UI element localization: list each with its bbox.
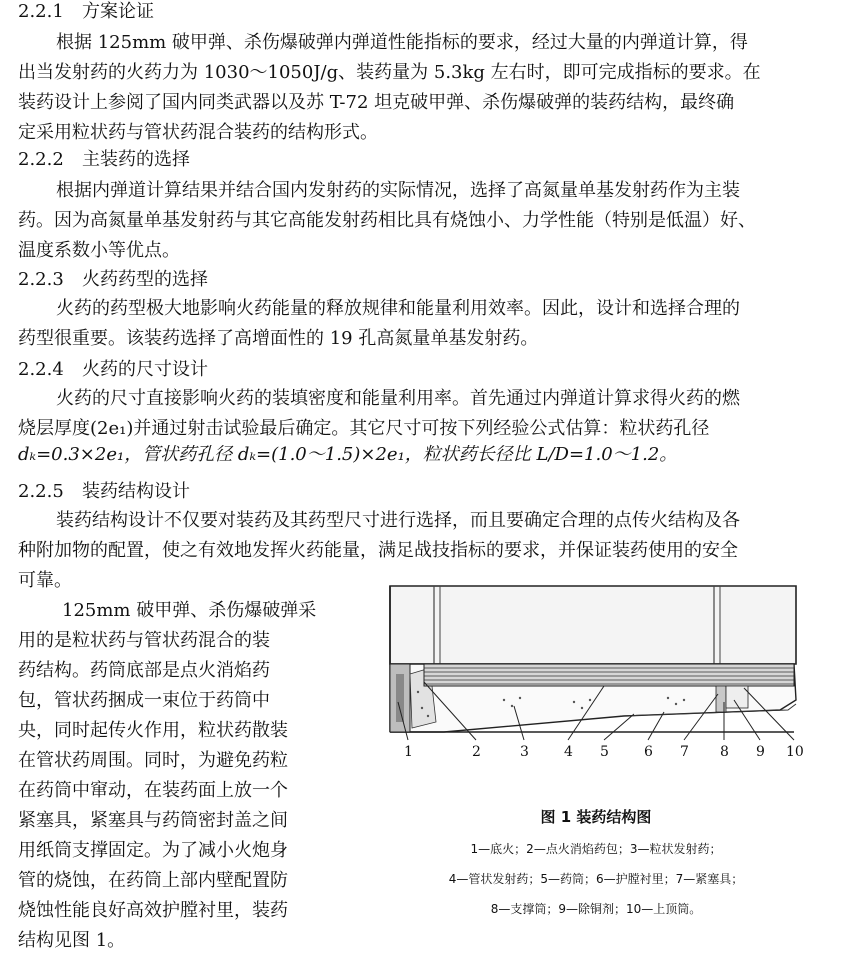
figure-legend-line: 4—管状发射药；5—药筒；6—护膛衬里；7—紧塞具； <box>448 872 744 886</box>
text-line: 药型很重要。该装药选择了高增面性的 19 孔高氮量单基发射药。 <box>18 328 539 349</box>
paragraph-scheme <box>18 28 818 148</box>
text-line: 药结构。药筒底部是点火消焰药 <box>18 660 270 681</box>
section-number: 2.2.3 <box>18 269 64 290</box>
text-line: 在药筒中窜动，在装药面上放一个 <box>18 780 288 801</box>
tubular-propellant <box>424 664 794 686</box>
text-line: 用纸筒支撑固定。为了减小火炮身 <box>18 840 288 861</box>
text-line: 包，管状药捆成一束位于药筒中 <box>18 690 270 711</box>
figure-legend-line: 1—底火；2—点火消焰药包；3—粒状发射药； <box>470 842 722 856</box>
section-heading-2-2-2 <box>18 148 190 172</box>
text-line: 紧塞具，紧塞具与药筒密封盖之间 <box>18 810 288 831</box>
figure-caption-title: 图 1 装药结构图 <box>540 808 652 826</box>
text-line: 定采用粒状药与管状药混合装药的结构形式。 <box>18 122 378 143</box>
text-line: 用的是粒状药与管状药混合的装 <box>18 630 270 651</box>
section-number: 2.2.5 <box>18 481 64 502</box>
text-line: 125mm 破甲弹、杀伤爆破弹采 <box>62 600 317 621</box>
section-number: 2.2.4 <box>18 359 64 380</box>
callout-4: 4 <box>564 744 573 760</box>
text-line: 温度系数小等优点。 <box>18 240 180 261</box>
text-line: 烧蚀性能良好高效护膛衬里，装药 <box>18 900 288 921</box>
formula-line: dₖ=0.3×2e₁，管状药孔径 dₖ=(1.0～1.5)×2e₁，粒状药长径比 L/D=1.0～1.2。 <box>18 444 678 465</box>
callout-6: 6 <box>644 744 653 760</box>
section-heading-2-2-5 <box>18 480 190 504</box>
text-line: 烧层厚度(2e₁)并通过射击试验最后确定。其它尺寸可按下列经验公式估算：粒状药孔径 <box>18 418 710 439</box>
text-line: 可靠。 <box>18 570 72 591</box>
text-line: 根据内弹道计算结果并结合国内发射药的实际情况，选择了高氮量单基发射药作为主装 <box>56 180 740 201</box>
text-line: 火药的药型极大地影响火药能量的释放规律和能量利用效率。因此，设计和选择合理的 <box>56 298 740 319</box>
section-title: 火药药型的选择 <box>82 269 208 290</box>
callout-9: 9 <box>756 744 765 760</box>
paragraph-main-charge <box>18 176 818 266</box>
text-line: 出当发射药的火药力为 1030～1050J/g、装药量为 5.3kg 左右时，即可完成指标的要求。在 <box>18 62 761 83</box>
section-number: 2.2.2 <box>18 149 64 170</box>
text-line: 管的烧蚀，在药筒上部内壁配置防 <box>18 870 288 891</box>
paragraph-size-design <box>18 384 818 444</box>
text-line: 药。因为高氮量单基发射药与其它高能发射药相比具有烧蚀小、力学性能（特别是低温）好、 <box>18 210 756 231</box>
callout-10: 10 <box>786 744 804 760</box>
callout-7: 7 <box>680 744 689 760</box>
section-heading-2-2-1 <box>18 0 154 24</box>
callout-3: 3 <box>520 744 529 760</box>
text-line: 根据 125mm 破甲弹、杀伤爆破弹内弹道性能指标的要求，经过大量的内弹道计算，得 <box>56 32 748 53</box>
charge-structure-figure <box>384 582 808 762</box>
case-outline <box>390 586 796 664</box>
section-heading-2-2-4 <box>18 358 208 382</box>
callout-2: 2 <box>472 744 481 760</box>
section-title: 方案论证 <box>82 1 154 22</box>
section-heading-2-2-3 <box>18 268 208 292</box>
text-line: 火药的尺寸直接影响火药的装填密度和能量利用率。首先通过内弹道计算求得火药的燃 <box>56 388 740 409</box>
section-title: 火药的尺寸设计 <box>82 359 208 380</box>
paragraph-grain-shape <box>18 294 818 354</box>
paragraph-structure-detail <box>18 596 366 956</box>
figure-legend-line: 8—支撑筒；9—除铜剂；10—上顶筒。 <box>490 902 702 916</box>
text-line: 装药设计上参阅了国内同类武器以及苏 T-72 坦克破甲弹、杀伤爆破弹的装药结构，最终确 <box>18 92 735 113</box>
text-line: 种附加物的配置，使之有效地发挥火药能量，满足战技指标的要求，并保证装药使用的安全 <box>18 540 738 561</box>
callout-1: 1 <box>404 744 413 760</box>
section-title: 装药结构设计 <box>82 481 190 502</box>
callout-5: 5 <box>600 744 609 760</box>
section-title: 主装药的选择 <box>82 149 190 170</box>
primer-core <box>396 674 404 722</box>
text-line: 央，同时起传火作用，粒状药散装 <box>18 720 288 741</box>
text-line: 结构见图 1。 <box>18 930 126 951</box>
callout-8: 8 <box>720 744 729 760</box>
callout-numbers <box>404 744 804 760</box>
section-number: 2.2.1 <box>18 1 64 22</box>
text-line: 在管状药周围。同时，为避免药粒 <box>18 750 288 771</box>
text-line: 装药结构设计不仅要对装药及其药型尺寸进行选择，而且要确定合理的点传火结构及各 <box>56 510 740 531</box>
